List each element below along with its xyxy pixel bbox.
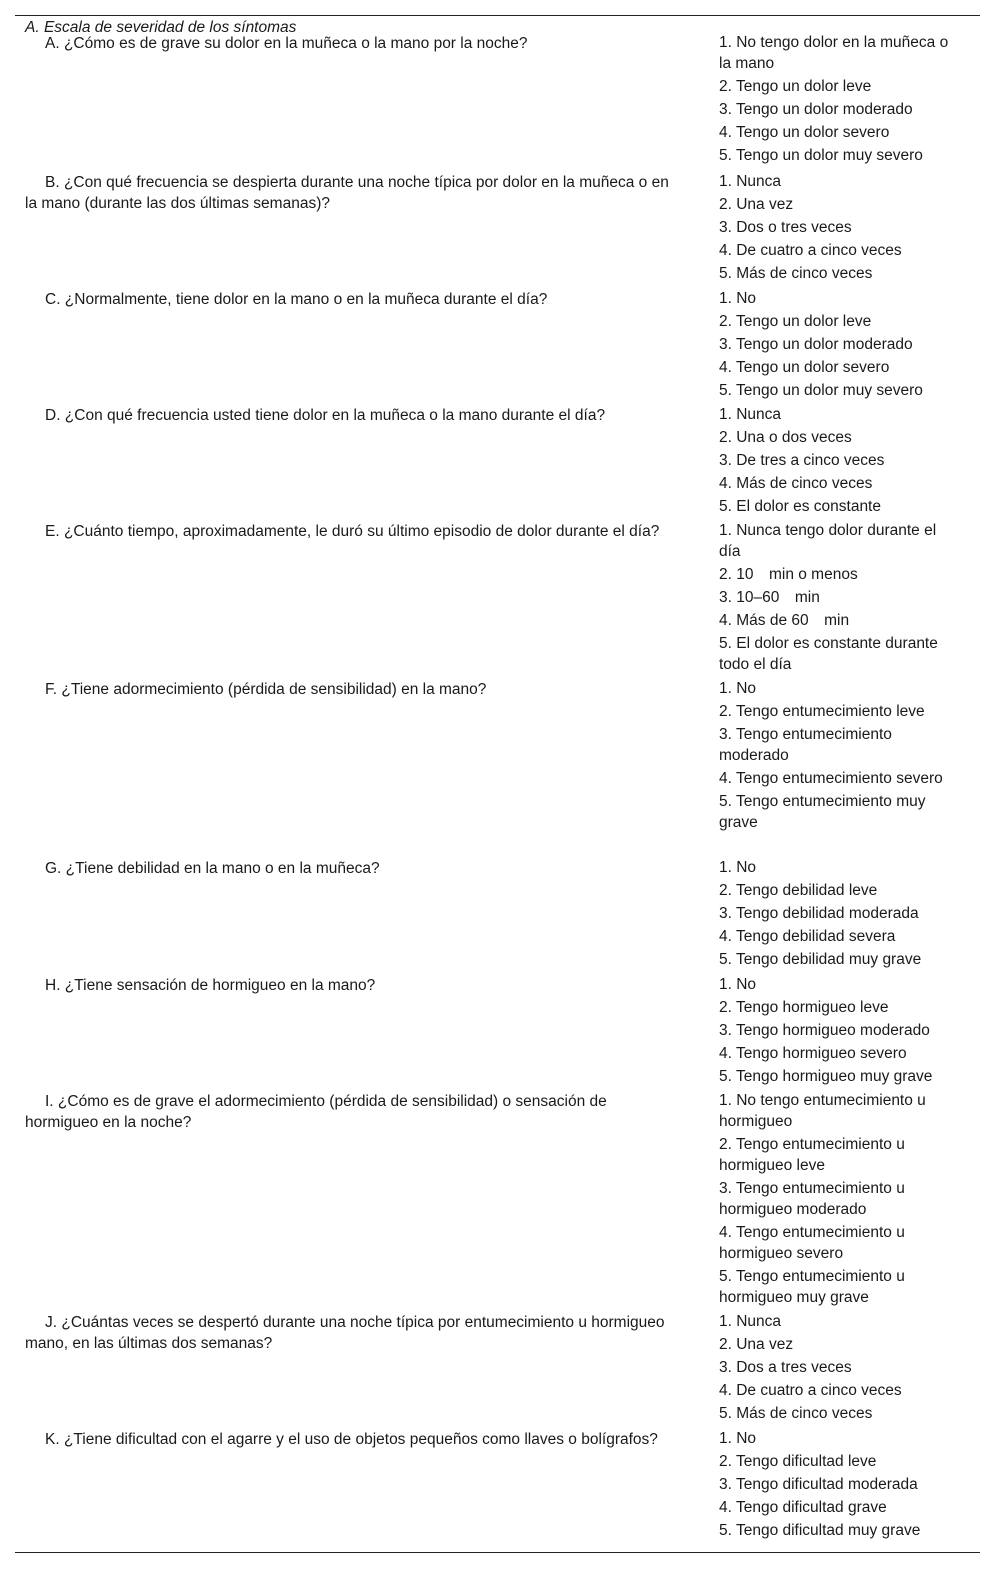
answer-option: 5. El dolor es constante durante todo el día <box>719 635 938 673</box>
answer-options <box>719 1311 959 1426</box>
answer-option: 2. 10 min o menos <box>719 566 858 583</box>
question-text: E. ¿Cuánto tiempo, aproximadamente, le duró su último episodio de dolor durante el día? <box>45 523 660 540</box>
answer-option: 1. No <box>719 290 757 307</box>
answer-option: 2. Tengo hormigueo leve <box>719 999 889 1016</box>
question-row <box>15 520 980 678</box>
answer-option: 2. Tengo entumecimiento leve <box>719 703 925 720</box>
answer-option: 4. De cuatro a cinco veces <box>719 1382 902 1399</box>
question-text: K. ¿Tiene dificultad con el agarre y el uso de objetos pequeños como llaves o bolígrafos? <box>45 1431 658 1448</box>
answer-option: 4. Tengo un dolor severo <box>719 124 890 141</box>
question-text: D. ¿Con qué frecuencia usted tiene dolor en la muñeca o la mano durante el día? <box>45 407 606 424</box>
answer-option: 3. Tengo hormigueo moderado <box>719 1022 930 1039</box>
question-text: I. ¿Cómo es de grave el adormecimiento (pérdida de sensibilidad) o sensación de hormigueo en la noche? <box>25 1093 607 1131</box>
question-row <box>15 1311 980 1428</box>
answer-option: 5. Más de cinco veces <box>719 265 873 282</box>
question-text: H. ¿Tiene sensación de hormigueo en la mano? <box>45 977 376 994</box>
answer-option: 2. Tengo un dolor leve <box>719 78 872 95</box>
answer-option: 3. Tengo debilidad moderada <box>719 905 919 922</box>
question-text: C. ¿Normalmente, tiene dolor en la mano o en la muñeca durante el día? <box>45 291 548 308</box>
answer-option: 4. Más de cinco veces <box>719 475 873 492</box>
answer-option: 2. Una vez <box>719 1336 794 1353</box>
question-text: F. ¿Tiene adormecimiento (pérdida de sensibilidad) en la mano? <box>45 681 487 698</box>
answer-option: 3. Tengo dificultad moderada <box>719 1476 918 1493</box>
section-title: A. Escala de severidad de los síntomas <box>25 19 297 36</box>
answer-options <box>719 857 959 972</box>
answer-option: 5. El dolor es constante <box>719 498 881 515</box>
answer-option: 1. No tengo dolor en la muñeca o la mano <box>719 34 949 72</box>
symptom-severity-table <box>15 15 980 1539</box>
answer-option: 5. Tengo hormigueo muy grave <box>719 1068 933 1085</box>
answer-option: 1. No <box>719 859 757 876</box>
answer-options <box>719 404 959 519</box>
top-rule <box>15 15 980 16</box>
answer-option: 2. Una vez <box>719 196 794 213</box>
question-row <box>15 288 980 404</box>
answer-option: 5. Tengo debilidad muy grave <box>719 951 922 968</box>
answer-option: 5. Tengo entumecimiento u hormigueo muy grave <box>719 1268 905 1306</box>
answer-option: 5. Tengo un dolor muy severo <box>719 382 923 399</box>
answer-option: 1. Nunca <box>719 406 782 423</box>
answer-option: 1. Nunca <box>719 1313 782 1330</box>
answer-option: 4. Tengo entumecimiento u hormigueo severo <box>719 1224 905 1262</box>
answer-option: 1. No <box>719 976 757 993</box>
question-row <box>15 404 980 520</box>
answer-option: 4. Más de 60 min <box>719 612 850 629</box>
question-row <box>15 32 980 171</box>
answer-option: 4. Tengo debilidad severa <box>719 928 896 945</box>
answer-option: 1. No <box>719 1430 757 1447</box>
answer-option: 4. Tengo hormigueo severo <box>719 1045 907 1062</box>
answer-options <box>719 1090 959 1310</box>
answer-option: 3. Tengo un dolor moderado <box>719 336 913 353</box>
answer-option: 5. Tengo entumecimiento muy grave <box>719 793 926 831</box>
answer-option: 2. Tengo un dolor leve <box>719 313 872 330</box>
answer-option: 3. Tengo entumecimiento moderado <box>719 726 892 764</box>
answer-option: 5. Más de cinco veces <box>719 1405 873 1422</box>
answer-option: 3. 10–60 min <box>719 589 820 606</box>
answer-options <box>719 974 959 1089</box>
answer-option: 3. De tres a cinco veces <box>719 452 885 469</box>
question-row <box>15 171 980 288</box>
answer-option: 2. Una o dos veces <box>719 429 852 446</box>
answer-options <box>719 32 959 168</box>
answer-option: 2. Tengo dificultad leve <box>719 1453 877 1470</box>
answer-option: 3. Tengo entumecimiento u hormigueo moderado <box>719 1180 905 1218</box>
answer-options <box>719 1428 959 1543</box>
question-row <box>15 1090 980 1311</box>
question-row <box>15 678 980 857</box>
answer-option: 5. Tengo un dolor muy severo <box>719 147 923 164</box>
answer-option: 4. Tengo dificultad grave <box>719 1499 887 1516</box>
answer-option: 1. No tengo entumecimiento u hormigueo <box>719 1092 926 1130</box>
answer-options <box>719 288 959 403</box>
question-text: B. ¿Con qué frecuencia se despierta durante una noche típica por dolor en la muñeca o en la mano (durante las dos últimas semanas)? <box>25 174 669 212</box>
answer-option: 2. Tengo debilidad leve <box>719 882 878 899</box>
answer-options <box>719 171 959 286</box>
answer-option: 4. Tengo un dolor severo <box>719 359 890 376</box>
answer-option: 3. Tengo un dolor moderado <box>719 101 913 118</box>
answer-option: 2. Tengo entumecimiento u hormigueo leve <box>719 1136 905 1174</box>
question-row <box>15 857 980 974</box>
answer-option: 4. Tengo entumecimiento severo <box>719 770 943 787</box>
answer-option: 3. Dos o tres veces <box>719 219 852 236</box>
question-text: A. ¿Cómo es de grave su dolor en la muñeca o la mano por la noche? <box>45 35 528 52</box>
question-text: G. ¿Tiene debilidad en la mano o en la muñeca? <box>45 860 380 877</box>
answer-option: 5. Tengo dificultad muy grave <box>719 1522 921 1539</box>
answer-option: 3. Dos a tres veces <box>719 1359 852 1376</box>
answer-options <box>719 678 959 835</box>
answer-options <box>719 520 959 677</box>
question-row <box>15 1428 980 1544</box>
question-row <box>15 974 980 1090</box>
question-text: J. ¿Cuántas veces se despertó durante una noche típica por entumecimiento u hormigueo mano, en las últimas dos semanas? <box>25 1314 665 1352</box>
answer-option: 4. De cuatro a cinco veces <box>719 242 902 259</box>
answer-option: 1. Nunca <box>719 173 782 190</box>
bottom-rule <box>15 1552 980 1553</box>
answer-option: 1. No <box>719 680 757 697</box>
answer-option: 1. Nunca tengo dolor durante el día <box>719 522 937 560</box>
